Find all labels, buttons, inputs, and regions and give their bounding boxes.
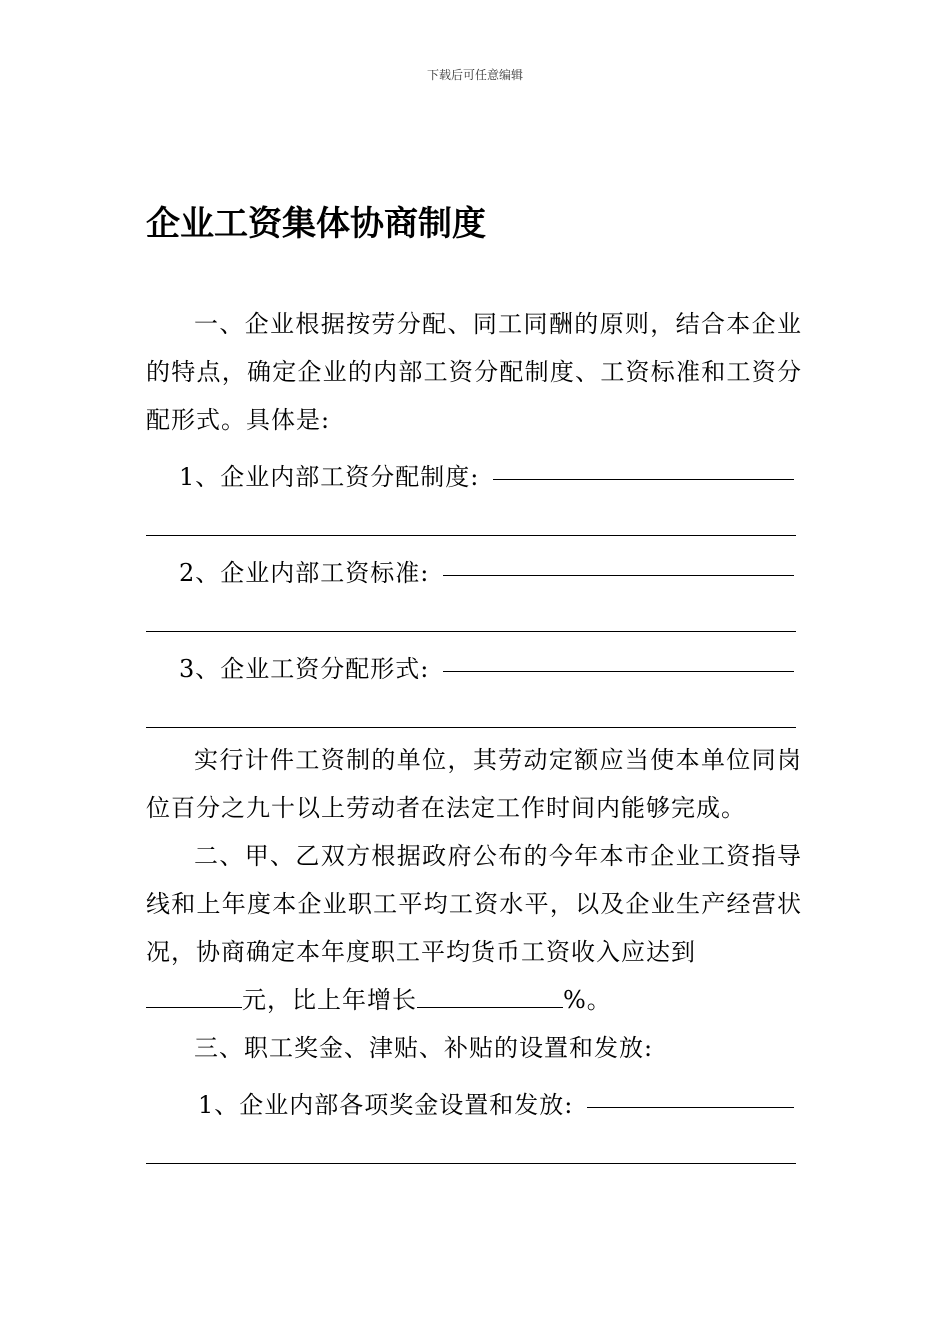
section3-item1-blank-row[interactable] [146, 1120, 802, 1168]
item1-label: 1、企业内部工资分配制度: [179, 463, 480, 491]
blank-line [146, 631, 796, 632]
item3-blank-line[interactable] [443, 661, 794, 672]
item3-blank-row[interactable] [146, 684, 802, 732]
section3-item1 [146, 1072, 802, 1120]
item2-blank-line[interactable] [443, 565, 794, 576]
section1-item1 [146, 444, 802, 492]
item2-label: 2、企业内部工资标准: [179, 559, 430, 587]
section2-amount-line [146, 976, 802, 1024]
percent-text: %。 [563, 986, 612, 1014]
section1-item2 [146, 540, 802, 588]
item2-blank-row[interactable] [146, 588, 802, 636]
section3-heading: 三、职工奖金、津贴、补贴的设置和发放: [194, 1034, 654, 1062]
yuan-text: 元，比上年增长 [242, 986, 417, 1014]
section1-item3 [146, 636, 802, 684]
document-body [146, 300, 802, 1168]
item1-blank-line[interactable] [493, 469, 794, 480]
header-note: 下载后可任意编辑 [426, 68, 523, 82]
blank-line [146, 727, 796, 728]
increase-blank[interactable] [417, 989, 563, 1008]
blank-line [146, 1163, 796, 1164]
amount-blank[interactable] [146, 989, 242, 1008]
section1-intro: 一、企业根据按劳分配、同工同酬的原则，结合本企业的特点，确定企业的内部工资分配制度、工资标准和工资分配形式。具体是: [146, 310, 802, 434]
section3-item1-label: 1、企业内部各项奖金设置和发放: [198, 1091, 574, 1119]
item3-label: 3、企业工资分配形式: [179, 655, 430, 683]
piecework-paragraph: 实行计件工资制的单位，其劳动定额应当使本单位同岗位百分之九十以上劳动者在法定工作时间内能够完成。 [146, 746, 802, 822]
item1-blank-row[interactable] [146, 492, 802, 540]
document-title: 企业工资集体协商制度 [146, 204, 486, 244]
blank-line [146, 535, 796, 536]
section3-item1-blank-line[interactable] [587, 1097, 794, 1108]
section2-paragraph: 二、甲、乙双方根据政府公布的今年本市企业工资指导线和上年度本企业职工平均工资水平，以及企业生产经营状况，协商确定本年度职工平均货币工资收入应达到 [146, 842, 802, 966]
